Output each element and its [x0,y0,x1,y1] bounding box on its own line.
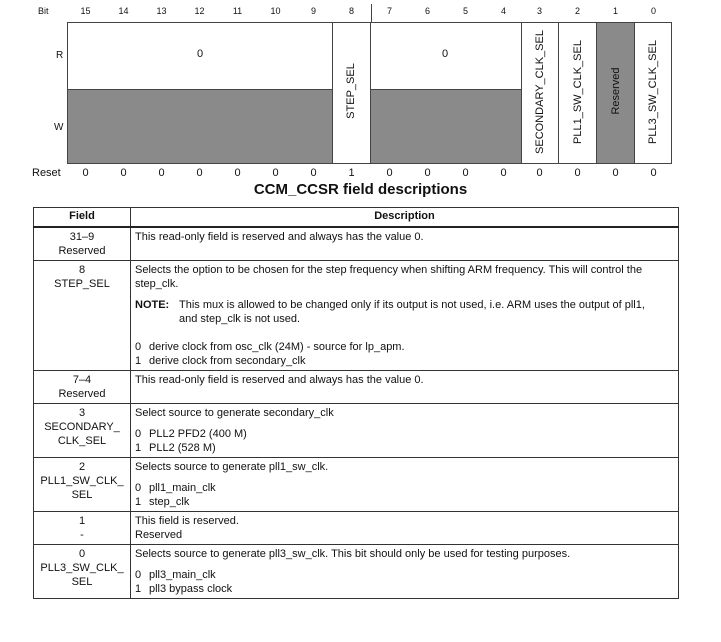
bit-number: 5 [462,6,468,16]
bit-number: 6 [424,6,430,16]
step-sel-cell [332,22,371,164]
reserved-mid-write [370,89,522,164]
field-name: SEL [71,489,93,501]
table-title: CCM_CCSR field descriptions [253,181,468,198]
field-bits: 1 [78,515,86,527]
reset-value: 0 [650,167,657,179]
bit-number: 12 [194,6,205,16]
bit-number: 10 [270,6,281,16]
reset-value: 0 [120,167,127,179]
field-name: SECONDARY_ [44,421,120,433]
table-header [34,208,679,228]
reset-label: Reset [32,167,61,179]
field-name: CLK_SEL [57,435,107,447]
field-bits: 3 [78,407,86,419]
bit-number: 15 [80,6,91,16]
description-text: This field is reserved. [135,515,239,527]
field-cell [34,545,131,599]
field-name: PLL3_SW_CLK_ [40,562,124,574]
description-cell [131,227,679,261]
reserved-bit1-cell [596,22,635,164]
reset-value: 0 [196,167,203,179]
bit-number: 14 [118,6,129,16]
bit-number: 9 [310,6,316,16]
bit-number: 7 [386,6,392,16]
pll1-sw-clk-sel-label: PLL1_SW_CLK_SEL [572,40,584,144]
reset-value: 0 [612,167,619,179]
reserved-high-value: 0 [197,48,204,60]
reserved-bit1-label: Reserved [610,67,622,115]
pll3-sw-clk-sel-label: PLL3_SW_CLK_SEL [647,40,659,144]
row-read-label: R [56,50,64,61]
reset-value: 0 [462,167,469,179]
description-cell [131,458,679,512]
option-item: 0 pll3_main_clk [135,569,216,581]
reset-value: 0 [158,167,165,179]
reset-value: 0 [234,167,241,179]
description-text: This read-only field is reserved and always has the value 0. [135,231,424,243]
option-item: 0 derive clock from osc_clk (24M) - source for lp_apm. [135,341,405,353]
bit-number: 3 [536,6,542,16]
reset-value: 0 [82,167,89,179]
reset-value: 0 [424,167,431,179]
description-text: Selects source to generate pll3_sw_clk. This bit should only be used for testing purposes. [135,548,571,560]
option-item: 1 step_clk [135,496,190,508]
description-cell [131,545,679,599]
pll1-sw-clk-sel-cell [558,22,597,164]
reset-value: 0 [574,167,581,179]
byte-divider [371,4,372,22]
field-bits: 31–9 [69,231,95,243]
description-cell [131,512,679,545]
table-row [34,261,679,371]
field-cell [34,227,131,261]
description-text: This read-only field is reserved and always has the value 0. [135,374,424,386]
secondary-clk-sel-label: SECONDARY_CLK_SEL [534,30,546,154]
table-row [34,512,679,545]
option-item: 0 pll1_main_clk [135,482,216,494]
bit-number: 0 [650,6,656,16]
reserved-high-read [67,22,333,90]
field-cell [34,512,131,545]
field-name: Reserved [58,388,106,400]
field-cell [34,404,131,458]
field-cell [34,261,131,371]
description-text: Selects the option to be chosen for the step frequency when shifting ARM frequency. This will control the [135,264,643,276]
field-name: - [80,529,84,541]
bit-number: 8 [348,6,354,16]
field-name: PLL1_SW_CLK_ [40,475,124,487]
reset-value: 0 [386,167,393,179]
field-header: Field [34,208,131,228]
reset-value: 0 [536,167,543,179]
option-item: 0 PLL2 PFD2 (400 M) [135,428,247,440]
field-cell [34,458,131,512]
description-cell [131,371,679,404]
pll3-sw-clk-sel-cell [634,22,672,164]
description-text: step_clk. [135,278,179,290]
secondary-clk-sel-cell [521,22,559,164]
reserved-high-write [67,89,333,164]
field-bits: 2 [78,461,86,473]
field-bits: 7–4 [72,374,92,386]
description-text: Selects source to generate pll1_sw_clk. [135,461,329,473]
bit-number: 13 [156,6,167,16]
reset-value: 0 [272,167,279,179]
description-header: Description [131,208,679,228]
step-sel-label: STEP_SEL [345,63,357,119]
note-block [135,298,674,326]
option-item: 1 derive clock from secondary_clk [135,355,306,367]
option-item: 1 PLL2 (528 M) [135,442,216,454]
table-row [34,227,679,261]
table-row [34,404,679,458]
reset-value: 0 [310,167,317,179]
bit-number: 1 [612,6,618,16]
note-text: This mux is allowed to be changed only if its output is not used, i.e. ARM uses the output of pll1, [179,299,645,311]
table-row [34,545,679,599]
field-name: STEP_SEL [54,278,110,290]
reset-value: 0 [500,167,507,179]
field-cell [34,371,131,404]
table-row [34,458,679,512]
description-cell [131,261,679,371]
bit-label: Bit [38,6,49,16]
field-bits: 8 [78,264,86,276]
bit-number: 11 [232,6,243,16]
bit-number: 2 [574,6,580,16]
reserved-mid-read [370,22,522,90]
note-text: and step_clk is not used. [179,313,301,325]
field-description-table [33,207,679,599]
row-write-label: W [54,122,64,133]
reserved-mid-value: 0 [442,48,449,60]
bit-number: 4 [500,6,506,16]
description-cell [131,404,679,458]
description-text: Reserved [135,529,183,541]
note-label: NOTE: [135,299,170,311]
table-row [34,371,679,404]
field-bits: 0 [78,548,86,560]
field-name: Reserved [58,245,106,257]
reset-value: 1 [348,167,355,179]
option-item: 1 pll3 bypass clock [135,583,233,595]
field-name: SEL [71,576,93,588]
description-text: Select source to generate secondary_clk [135,407,334,419]
